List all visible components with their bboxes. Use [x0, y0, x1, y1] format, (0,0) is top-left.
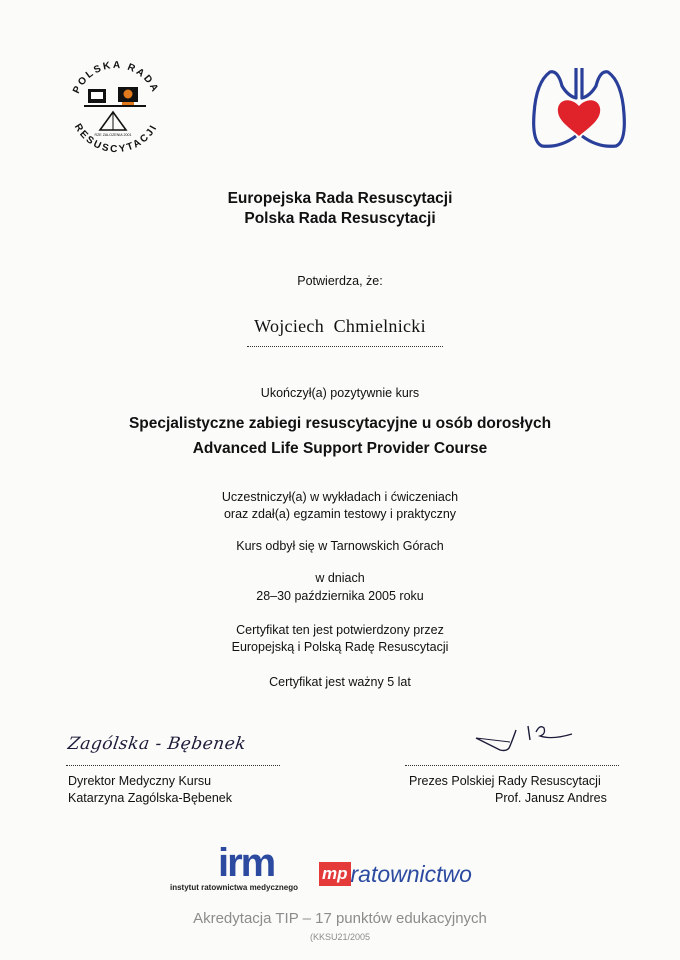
right-signature-line	[405, 765, 619, 766]
validity-text: Certyfikat jest ważny 5 lat	[269, 675, 411, 689]
accreditation-code: (KKSU21/2005	[309, 932, 371, 942]
dates-label: w dniach	[315, 571, 365, 585]
irm-logo: irm	[218, 841, 275, 885]
org-line-2: Polska Rada Resuscytacji	[244, 210, 436, 227]
irm-caption: instytut ratownictwa medycznego	[170, 883, 299, 892]
course-title-en: Advanced Life Support Provider Course	[192, 440, 488, 457]
prr-ring-top-text: POLSKA RADA	[71, 59, 161, 96]
left-signature-line	[66, 765, 280, 766]
prr-logo	[62, 52, 170, 160]
recipient-name: Wojciech Chmielnicki	[254, 316, 426, 336]
right-signer-name: Prof. Janusz Andres	[495, 791, 607, 805]
prr-ring-bottom-text: RESUSCYTACJI	[71, 121, 161, 156]
completed-text: Ukończył(a) pozytywnie kurs	[260, 386, 420, 400]
left-signer-name: Katarzyna Zagólska-Bębenek	[68, 791, 232, 805]
right-handwritten-signature	[470, 716, 590, 762]
svg-text:RESUSCYTACJI	[72, 122, 160, 155]
confirms-text: Potwierdza, że:	[297, 274, 383, 288]
participation-line-1: Uczestniczył(a) w wykładach i ćwiczeniach	[221, 490, 459, 504]
mp-ratownictwo-logo	[319, 862, 472, 888]
left-signer-title: Dyrektor Medyczny Kursu	[68, 774, 212, 788]
location-text: Kurs odbył się w Tarnowskich Górach	[236, 539, 444, 553]
mp-ratownictwo-text: ratownictwo	[350, 861, 472, 887]
prr-tiny-text: RZE ZALOZENIA 2001	[94, 133, 132, 137]
accreditation-text: Akredytacja TIP – 17 punktów edukacyjnych	[193, 910, 487, 927]
right-signer-title: Prezes Polskiej Rady Resuscytacji	[409, 774, 601, 788]
mp-badge: mp	[319, 862, 351, 886]
confirmed-line-2: Europejską i Polską Radę Resuscytacji	[231, 640, 449, 654]
svg-text:POLSKA RADA	[71, 60, 161, 96]
left-handwritten-signature: Zagólska - Bębenek	[66, 734, 248, 754]
confirmed-line-1: Certyfikat ten jest potwierdzony przez	[236, 623, 444, 637]
heart-icon	[558, 100, 600, 136]
org-line-1: Europejska Rada Resuscytacji	[227, 190, 453, 207]
dates-text: 28–30 października 2005 roku	[256, 589, 424, 603]
course-title-pl: Specjalistyczne zabiegi resuscytacyjne u osób dorosłych	[128, 415, 552, 432]
name-dotted-line	[247, 346, 443, 347]
lungs-heart-logo	[530, 62, 628, 154]
participation-line-2: oraz zdał(a) egzamin testowy i praktyczny	[223, 507, 457, 521]
